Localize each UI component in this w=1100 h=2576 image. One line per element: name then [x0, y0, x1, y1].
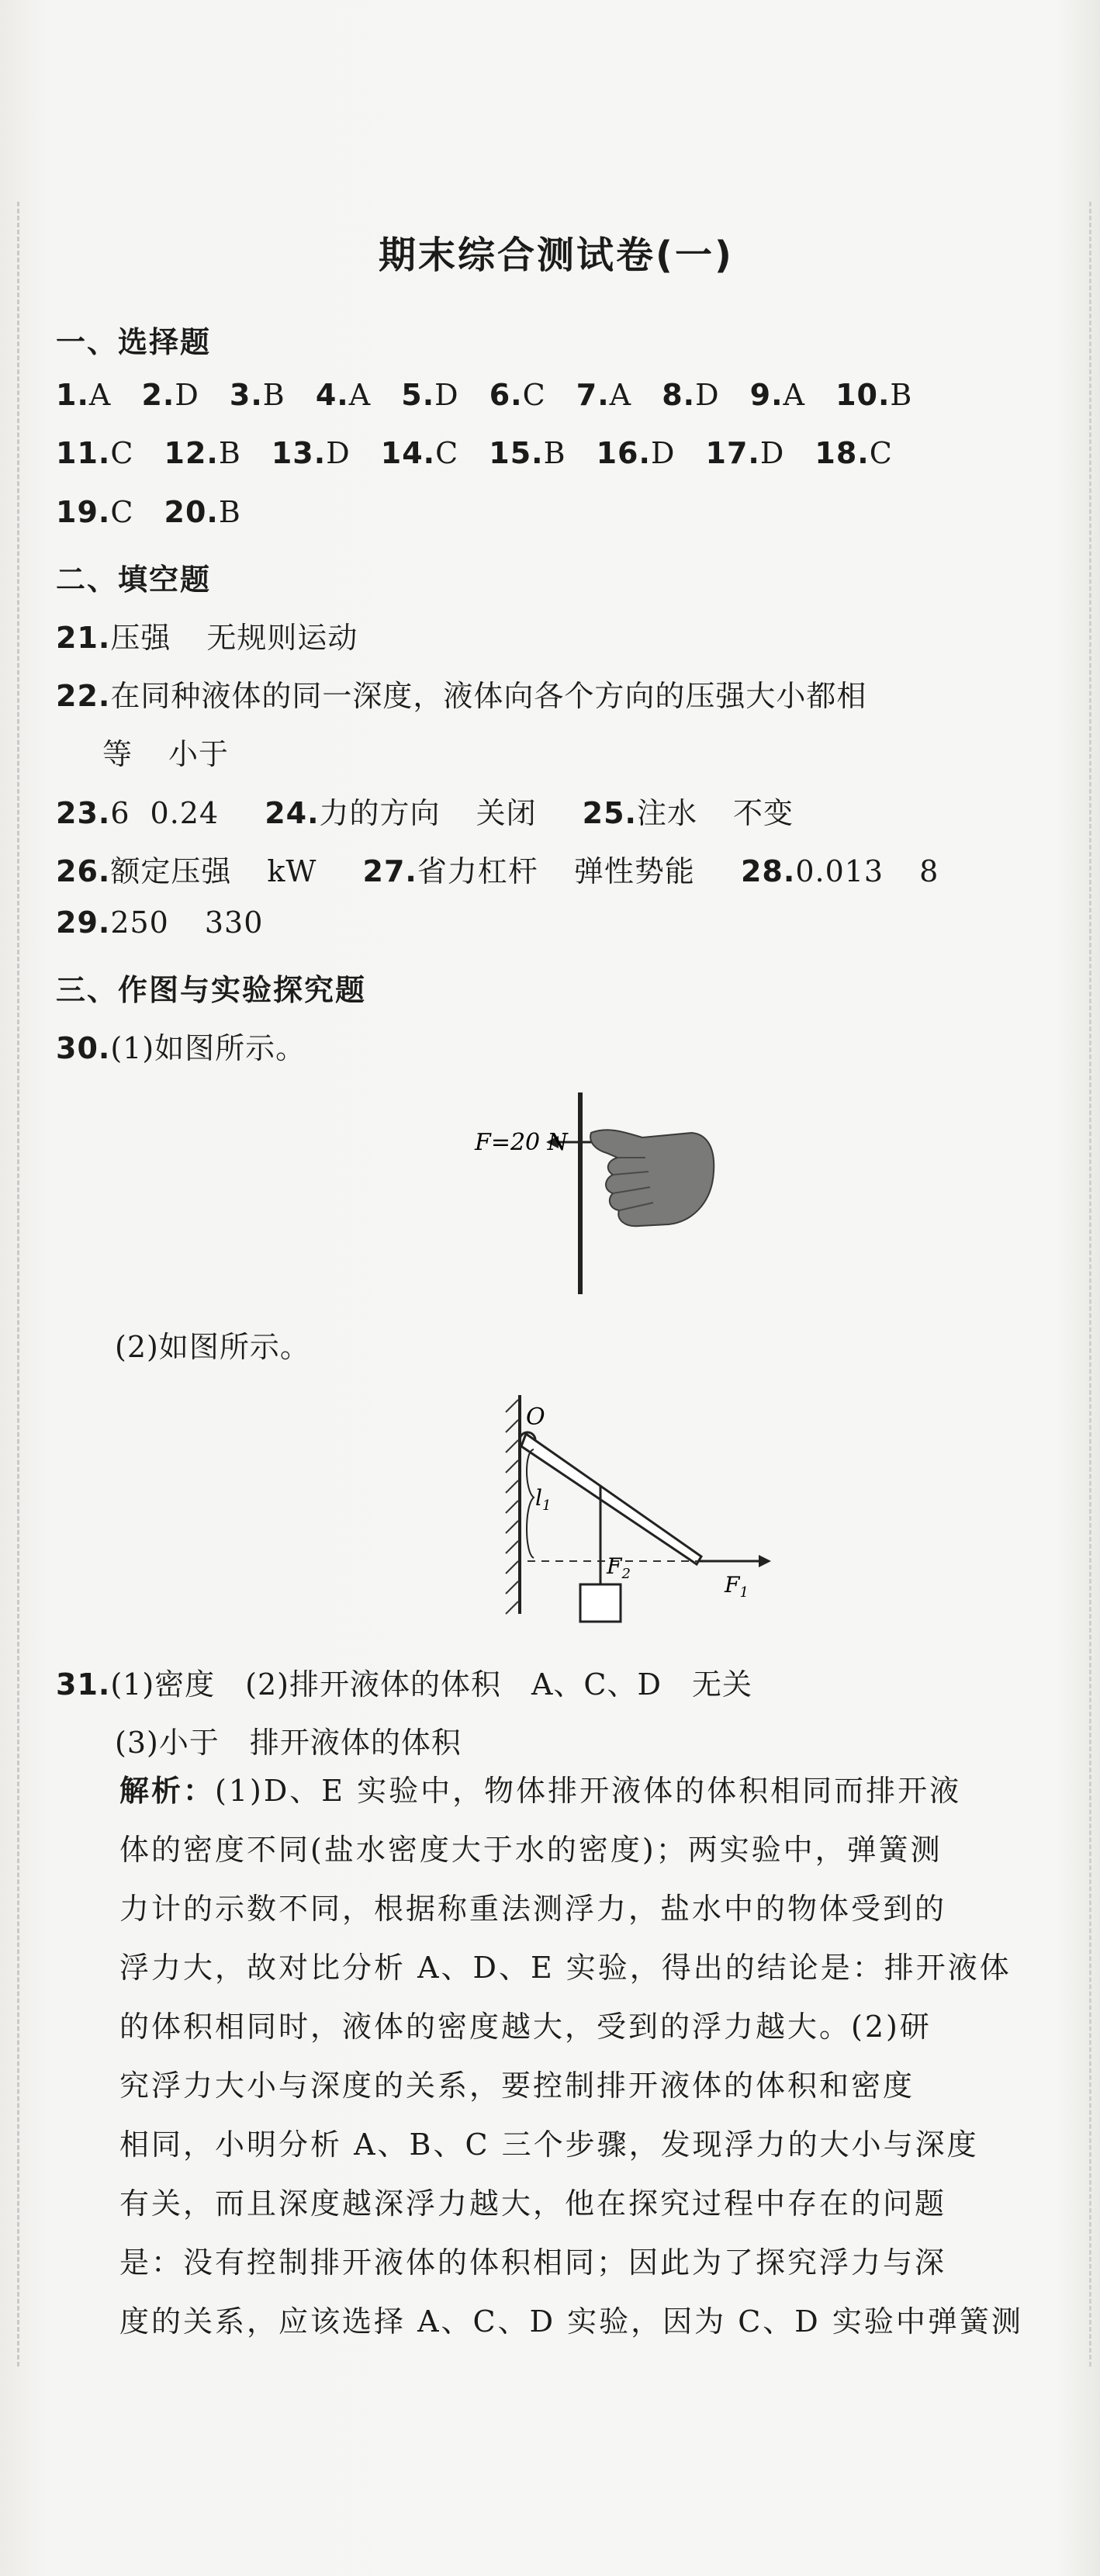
- answer-26-28: 26.额定压强 kW 27.省力杠杆 弹性势能 28.0.013 8: [56, 854, 939, 888]
- analysis-line-7: 相同，小明分析 A、B、C 三个步骤，发现浮力的大小与深度: [119, 2128, 979, 2162]
- hand-illustration: [590, 1130, 714, 1226]
- analysis-label: 解析：: [119, 1774, 216, 1808]
- F1-label: $F_1$: [725, 1572, 749, 1601]
- analysis-line-6: 究浮力大小与深度的关系，要控制排开液体的体积和密度: [119, 2069, 915, 2103]
- analysis-line-2: 体的密度不同(盐水密度大于水的密度)；两实验中，弹簧测: [119, 1833, 943, 1867]
- mc-row-1: 1.A 2.D 3.B 4.A 5.D 6.C 7.A 8.D 9.A 10.B: [56, 378, 913, 412]
- answer-31-line1: 31.(1)密度 (2)排开液体的体积 A、C、D 无关: [56, 1667, 752, 1702]
- answer-30-part2: (2)如图所示。: [115, 1330, 310, 1364]
- answer-29: 29.250 330: [56, 905, 264, 940]
- answer-22-cont: 等 小于: [102, 737, 230, 771]
- force-label: F=20 N: [475, 1129, 568, 1156]
- figure-lever-diagram: [420, 1381, 785, 1645]
- answer-22: 22.在同种液体的同一深度，液体向各个方向的压强大小都相: [56, 679, 867, 713]
- analysis-line-4: 浮力大，故对比分析 A、D、E 实验，得出的结论是：排开液体: [119, 1951, 1012, 1985]
- F1-arrow-head: [759, 1555, 771, 1567]
- answer-31-line2: (3)小于 排开液体的体积: [115, 1726, 462, 1760]
- section-heading-experiment: 三、作图与实验探究题: [56, 973, 367, 1007]
- wall-hatching: [506, 1400, 518, 1614]
- section-heading-choice: 一、选择题: [56, 325, 212, 359]
- answer-21: 21.压强 无规则运动: [56, 621, 358, 655]
- l1-label: $l_1$: [535, 1485, 552, 1514]
- F2-label: $F_2$: [607, 1553, 631, 1582]
- analysis-line-1: 解析：(1)D、E 实验中，物体排开液体的体积相同而排开液: [119, 1774, 962, 1808]
- section-heading-fill: 二、填空题: [56, 563, 212, 597]
- analysis-paragraph: [119, 1761, 1100, 2351]
- analysis-line-10: 度的关系，应该选择 A、C、D 实验，因为 C、D 实验中弹簧测: [119, 2304, 1023, 2339]
- pivot-label: O: [526, 1404, 545, 1431]
- analysis-line-5: 的体积相同时，液体的密度越大，受到的浮力越大。(2)研: [119, 2010, 932, 2044]
- answer-30-part1: 30.(1)如图所示。: [56, 1031, 306, 1065]
- analysis-line-8: 有关，而且深度越深浮力越大，他在探究过程中存在的问题: [119, 2186, 947, 2221]
- figure-hand-pressing-wall: [459, 1086, 770, 1300]
- binding-line-left: [17, 202, 19, 2367]
- analysis-line-9: 是：没有控制排开液体的体积相同；因此为了探究浮力与深: [119, 2245, 947, 2280]
- brace-l1: [527, 1449, 534, 1558]
- page-title: 期末综合测试卷(一): [379, 234, 734, 277]
- hanging-block: [580, 1584, 621, 1622]
- answer-23-25: 23.6 0.24 24.力的方向 关闭 25.注水 不变: [56, 796, 794, 830]
- mc-row-2: 11.C 12.B 13.D 14.C 15.B 16.D 17.D 18.C: [56, 436, 893, 470]
- mc-row-3: 19.C 20.B: [56, 495, 241, 529]
- analysis-line-3: 力计的示数不同，根据称重法测浮力，盐水中的物体受到的: [119, 1892, 947, 1926]
